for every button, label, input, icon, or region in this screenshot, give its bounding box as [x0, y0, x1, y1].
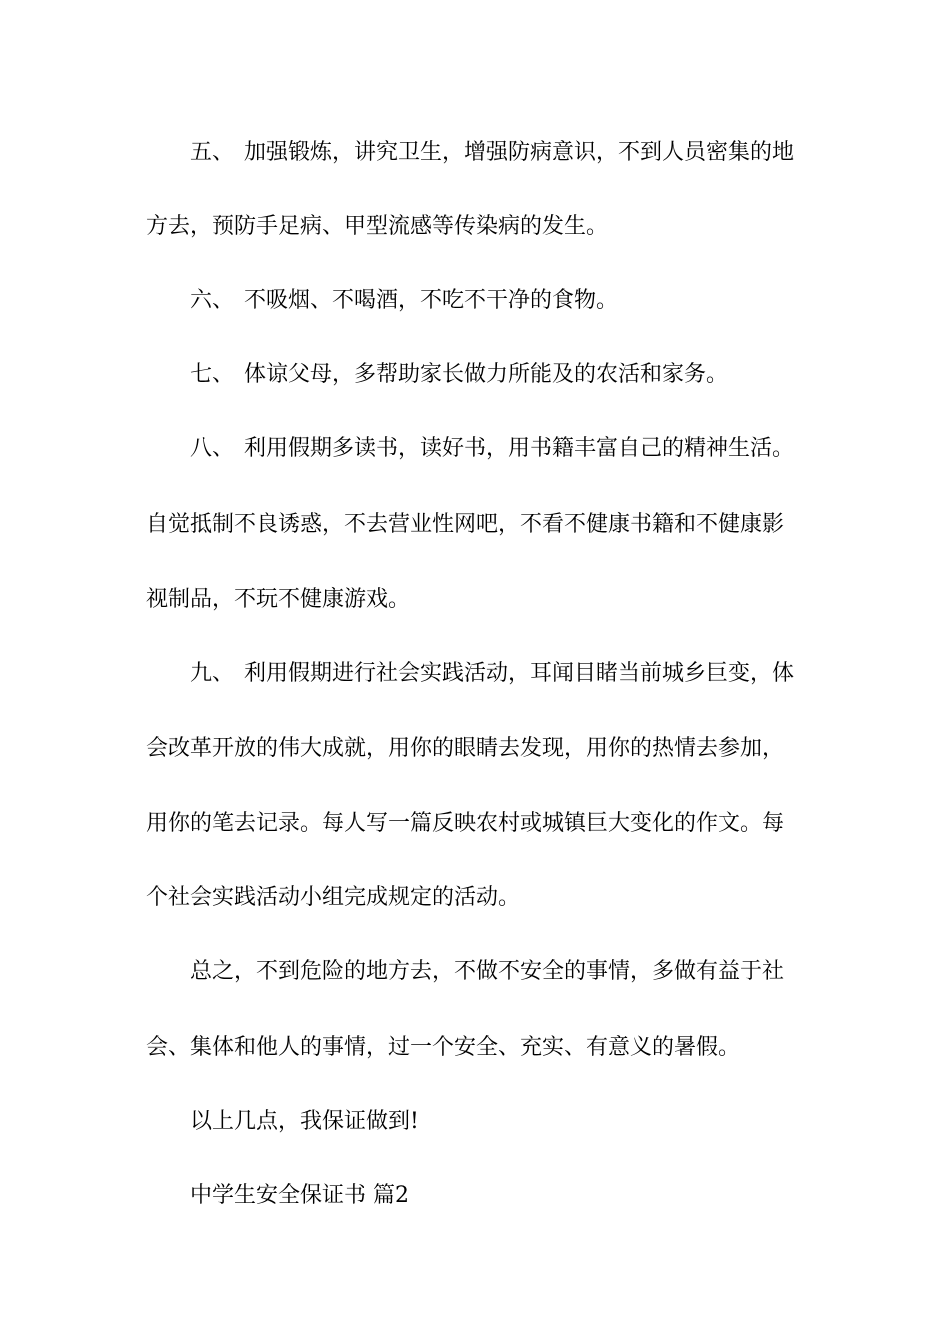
item-9-line-4: 个社会实践活动小组完成规定的活动。 [146, 885, 521, 910]
summary-line-2: 会、集体和他人的事情，过一个安全、充实、有意义的暑假。 [146, 1035, 741, 1060]
item-9-number: 九、 [190, 661, 235, 686]
item-7-number: 七、 [190, 362, 235, 387]
item-8-line-2: 自觉抵制不良诱惑，不去营业性网吧，不看不健康书籍和不健康影 [146, 512, 785, 537]
item-6-text-1: 不吸烟、不喝酒，不吃不干净的食物。 [244, 288, 619, 313]
item-9-text-1: 利用假期进行社会实践活动，耳闻目睹当前城乡巨变，体 [244, 661, 795, 686]
item-9-line-1 [190, 654, 870, 694]
item-6-line-1 [190, 281, 870, 321]
item-8-number: 八、 [190, 436, 235, 461]
summary-line-1: 总之，不到危险的地方去，不做不安全的事情，多做有益于社 [190, 959, 785, 984]
item-6-number: 六、 [190, 288, 235, 313]
section-heading: 中学生安全保证书 篇2 [190, 1183, 409, 1208]
item-5-number: 五、 [190, 140, 235, 165]
item-9-line-2: 会改革开放的伟大成就，用你的眼睛去发现，用你的热情去参加， [146, 736, 785, 761]
item-9-line-3: 用你的笔去记录。每人写一篇反映农村或城镇巨大变化的作文。每 [146, 811, 785, 836]
item-5-line-1 [190, 133, 870, 173]
item-7-text-1: 体谅父母，多帮助家长做力所能及的农活和家务。 [244, 362, 729, 387]
item-5-line-2: 方去，预防手足病、甲型流感等传染病的发生。 [146, 214, 609, 239]
pledge-text: 以上几点，我保证做到! [190, 1109, 419, 1134]
item-8-text-1: 利用假期多读书，读好书，用书籍丰富自己的精神生活。 [244, 436, 795, 461]
item-8-line-3: 视制品，不玩不健康游戏。 [146, 587, 411, 612]
item-8-line-1 [190, 429, 870, 469]
item-5-text-1: 加强锻炼，讲究卫生，增强防病意识，不到人员密集的地 [244, 140, 795, 165]
item-7-line-1 [190, 355, 870, 395]
